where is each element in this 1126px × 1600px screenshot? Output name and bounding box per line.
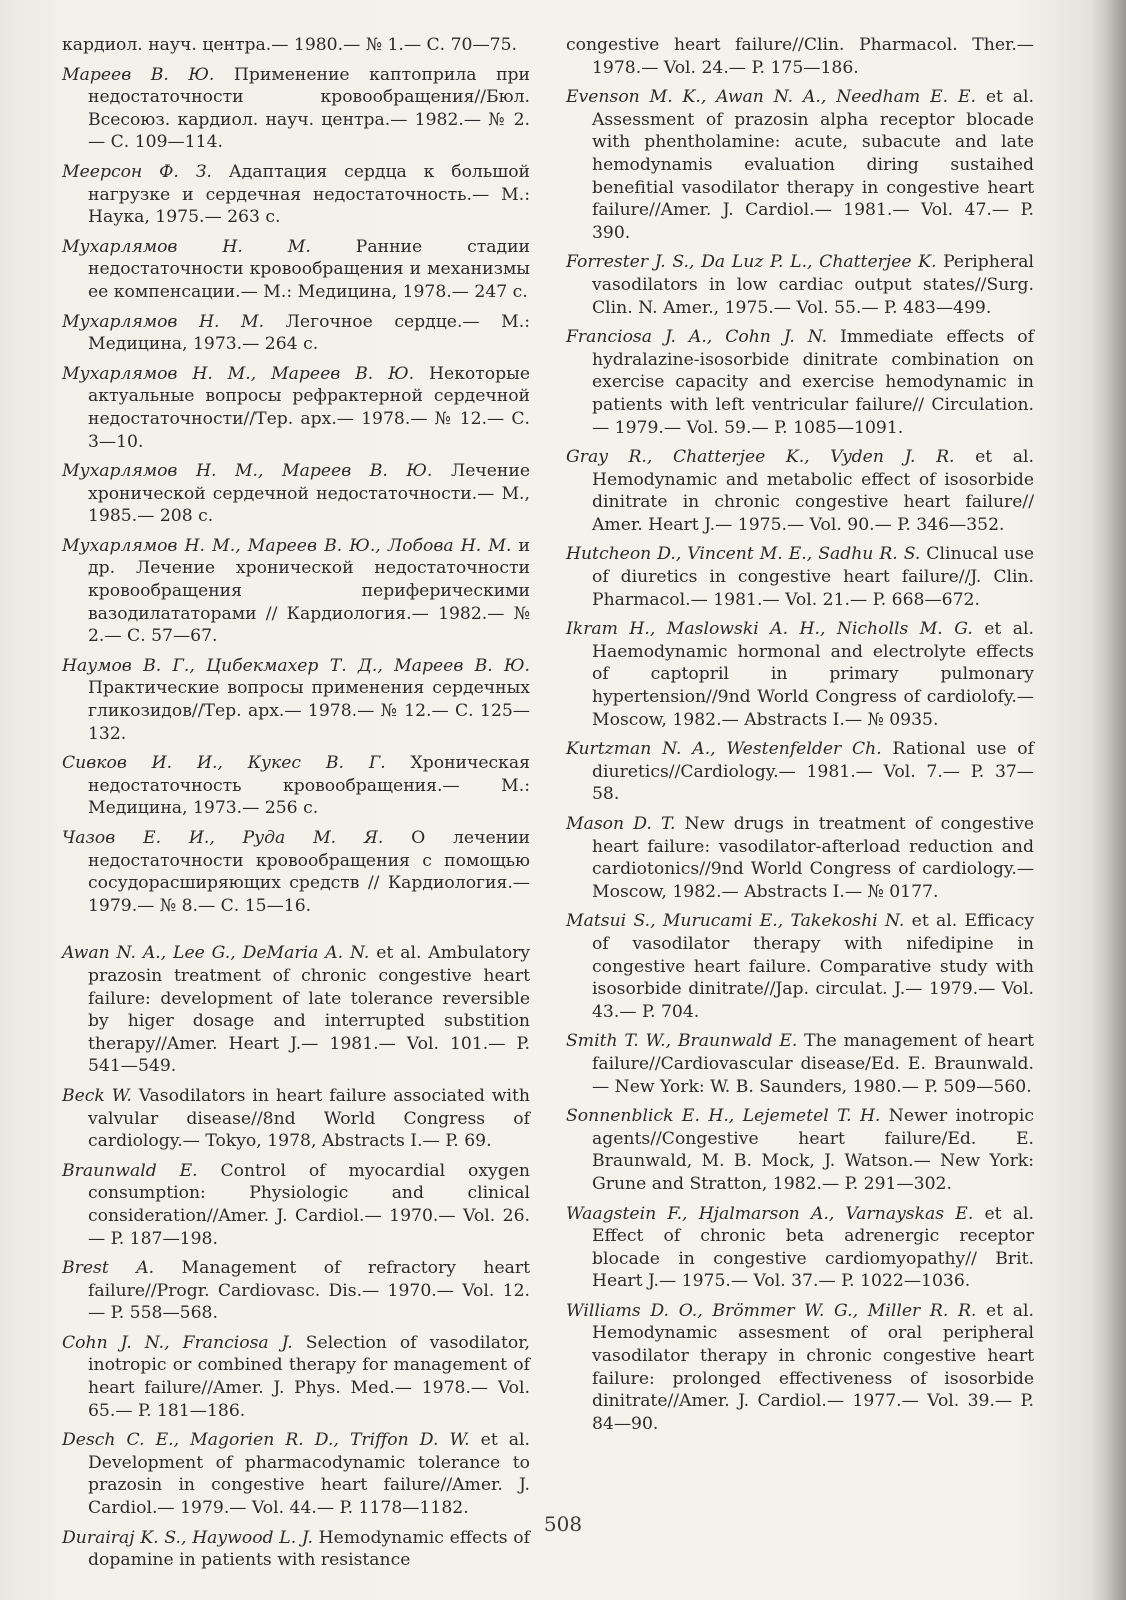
reference-text: et al. Hemodynamic and metabolic effect of isosorbide dinitrate in chronic congestive heart failure// Amer. Heart J.— 1975.— Vol. 90.— P. 346—352. <box>592 447 1034 535</box>
reference-text: Hemodynamic effects of dopamine in patients with resistance <box>88 1527 530 1571</box>
reference-entry <box>62 34 530 57</box>
section-gap <box>62 924 530 942</box>
reference-authors: Мареев В. Ю. <box>62 64 215 85</box>
reference-entry <box>62 1429 530 1519</box>
reference-entry <box>566 326 1034 439</box>
reference-authors: Мухарлямов Н. М. <box>62 236 311 257</box>
reference-authors: Kurtzman N. A., Westenfelder Ch. <box>566 739 882 760</box>
reference-text: Rational use of diuretics//Cardiology.— 1981.— Vol. 7.— P. 37—58. <box>592 739 1034 805</box>
reference-entry <box>566 86 1034 244</box>
reference-entry <box>566 251 1034 319</box>
reference-authors: Beck W. <box>62 1085 132 1106</box>
reference-text: Некоторые актуальные вопросы рефрактерной сердечной недостаточности//Тер. арх.— 1978.— № 12.— С. 3—10. <box>88 363 530 452</box>
reference-text: The management of heart failure//Cardiovascular disease/Ed. E. Braunwald.— New York: W. B. Saunders, 1980.— P. 509—560. <box>592 1031 1034 1097</box>
reference-authors: Сивков И. И., Кукес В. Г. <box>62 753 386 774</box>
page-number: 508 <box>543 1512 583 1536</box>
reference-authors: Durairaj K. S., Haywood L. J. <box>62 1527 313 1548</box>
reference-authors: Mason D. T. <box>566 814 676 834</box>
right-reference-column <box>566 34 1034 1442</box>
reference-entry <box>566 910 1034 1023</box>
reference-authors: Desch C. E., Magorien R. D., Triffon D. W. <box>62 1430 470 1451</box>
reference-entry <box>62 827 530 917</box>
reference-authors: Ikram H., Maslowski A. H., Nicholls M. G. <box>566 619 973 640</box>
reference-text: et al. Hemodynamic assesment of oral peripheral vasodilator therapy in chronic congestive heart failure: prolonged effectiveness of isosorbide dinitrate//Amer. J. Cardiol.— 1977.— Vol. 39.— P. 84—90. <box>592 1300 1034 1434</box>
reference-authors: Waagstein F., Hjalmarson A., Varnayskas E. <box>566 1203 974 1224</box>
reference-entry <box>62 752 530 820</box>
reference-authors: Мухарлямов Н. М., Мареев В. Ю. <box>62 461 433 482</box>
reference-text: et al. Development of pharmacodynamic tolerance to prazosin in congestive heart failure//Amer. J. Cardiol.— 1979.— Vol. 44.— P. 1178—1182. <box>88 1430 530 1519</box>
reference-entry <box>566 1203 1034 1293</box>
reference-text: кардиол. науч. центра.— 1980.— № 1.— С. 70—75. <box>62 35 517 55</box>
reference-entry <box>566 1300 1034 1436</box>
reference-text: и др. Лечение хронической недостаточности кровообращения периферическими вазодилататорами // Кардиология.— 1982.— № 2.— С. 57—67. <box>88 535 530 647</box>
reference-entry <box>62 64 530 154</box>
reference-text: Применение каптоприла при недостаточности кровообращения//Бюл. Всесоюз. кардиол. науч. центра.— 1982.— № 2.— С. 109—114. <box>88 64 530 153</box>
reference-text: Адаптация сердца к большой нагрузке и сердечная недостаточность.— М.: Наука, 1975.— 263 с. <box>88 161 530 228</box>
reference-entry <box>62 1257 530 1325</box>
reference-authors: Cohn J. N., Franciosa J. <box>62 1332 293 1353</box>
reference-text: Newer inotropic agents//Congestive heart failure/Ed. E. Braunwald, M. B. Mock, J. Watson.— New York: Grune and Stratton, 1982.— P. 291—302. <box>592 1106 1035 1194</box>
reference-authors: Чазов Е. И., Руда М. Я. <box>62 828 384 848</box>
reference-authors: Matsui S., Murucami E., Takekoshi N. <box>566 911 905 932</box>
reference-text: Ранние стадии недостаточности кровообращения и механизмы ее компенсации.— М.: Медицина, 1978.— 247 с. <box>88 236 530 302</box>
reference-text: Immediate effects of hydralazine-isosorbide dinitrate combination on exercise capacity and exercise hemodynamic in patients with left ventricular failure// Circulation.— 1979.— Vol. 59.— P. 1085—1091. <box>592 327 1034 438</box>
reference-text: Хроническая недостаточность кровообращения.— М.: Медицина, 1973.— 256 с. <box>88 753 530 819</box>
reference-text: New drugs in treatment of congestive heart failure: vasodilator-afterload reduction and cardiotonics//9nd World Congress of cardiology.— Moscow, 1982.— Abstracts I.— № 0177. <box>592 814 1034 902</box>
reference-authors: Sonnenblick E. H., Lejemetel T. H. <box>566 1106 881 1127</box>
reference-text: Selection of vasodilator, inotropic or combined therapy for management of heart failure//Amer. J. Phys. Med.— 1978.— Vol. 65.— P. 181—186. <box>88 1332 531 1421</box>
reference-authors: Forrester J. S., Da Luz P. L., Chatterjee K. <box>566 252 937 273</box>
reference-text: et al. Efficacy of vasodilator therapy with nifedipine in congestive heart failure. Comparative study with isosorbide dinitrate//Jap. circulat. J.— 1979.— Vol. 43.— P. 704. <box>592 911 1034 1022</box>
reference-entry <box>566 1030 1034 1098</box>
reference-entry <box>566 446 1034 536</box>
reference-text: О лечении недостаточности кровообращения с помощью сосудорасширяющих средств // Кардиология.— 1979.— № 8.— С. 15—16. <box>88 828 530 916</box>
reference-text: Лечение хронической сердечной недостаточности.— М., 1985.— 208 с. <box>88 461 530 527</box>
reference-authors: Brest A. <box>62 1258 155 1279</box>
reference-authors: Gray R., Chatterjee K., Vyden J. R. <box>566 447 955 468</box>
reference-text: Control of myocardial oxygen consumption: Physiologic and clinical consideration//Amer. J. Cardiol.— 1970.— Vol. 26.— P. 187—198. <box>88 1160 530 1249</box>
reference-authors: Мухарлямов Н. М., Мареев В. Ю. <box>62 363 415 384</box>
reference-text: Clinucal use of diuretics in congestive heart failure//J. Clin. Pharmacol.— 1981.— Vol. 21.— P. 668—672. <box>592 544 1034 610</box>
reference-authors: Williams D. O., Brömmer W. G., Miller R. R. <box>566 1300 977 1321</box>
reference-entry <box>566 1105 1034 1195</box>
reference-text: Management of refractory heart failure//Progr. Cardiovasc. Dis.— 1970.— Vol. 12.— P. 558—568. <box>88 1258 530 1324</box>
reference-entry <box>62 161 530 229</box>
reference-text: et al. Assessment of prazosin alpha receptor blocade with phentholamine: acute, subacute and late hemodynamis evaluation diring sustaihed benefitial vasodilator therapy in congestive heart failure//Amer. J. Cardiol.— 1981.— Vol. 47.— P. 390. <box>592 87 1034 243</box>
reference-entry <box>62 363 530 453</box>
reference-entry <box>62 942 530 1078</box>
left-reference-column <box>62 34 530 1579</box>
reference-text: Vasodilators in heart failure associated with valvular disease//8nd World Congress of cardiology.— Tokyo, 1978, Abstracts I.— P. 69. <box>88 1085 530 1152</box>
reference-authors: Меерсон Ф. З. <box>62 161 212 182</box>
reference-entry <box>62 460 530 528</box>
reference-text: et al. Effect of chronic beta adrenergic receptor blocade in congestive cardiomyopathy// Brit. Heart J.— 1975.— Vol. 37.— P. 1022—1036. <box>592 1203 1034 1292</box>
reference-authors: Franciosa J. A., Cohn J. N. <box>566 327 828 348</box>
reference-entry <box>62 655 530 745</box>
reference-entry <box>566 618 1034 731</box>
reference-entry <box>62 1085 530 1153</box>
reference-authors: Мухарлямов Н. М. <box>62 311 265 332</box>
reference-entry <box>566 543 1034 611</box>
reference-entry <box>62 1160 530 1250</box>
reference-entry <box>566 738 1034 806</box>
reference-entry <box>566 34 1034 79</box>
reference-text: Легочное сердце.— М.: Медицина, 1973.— 264 с. <box>88 311 530 355</box>
book-spine-shadow <box>1090 0 1126 1600</box>
reference-authors: Braunwald E. <box>62 1160 198 1181</box>
reference-entry <box>566 813 1034 903</box>
reference-entry <box>62 311 530 356</box>
reference-authors: Awan N. A., Lee G., DeMaria A. N. <box>62 943 370 964</box>
reference-text: et al. Ambulatory prazosin treatment of chronic congestive heart failure: development of late tolerance reversible by higer dosage and interrupted substition therapy//Amer. Heart J.— 1981.— Vol. 101.— P. 541—549. <box>88 943 530 1077</box>
reference-text: Практические вопросы применения сердечных гликозидов//Тер. арх.— 1978.— № 12.— С. 125—132. <box>88 678 530 744</box>
reference-entry <box>62 535 530 648</box>
reference-text: et al. Haemodynamic hormonal and electrolyte effects of captopril in primary pulmonary hypertension//9nd World Congress of cardiolofy.— Moscow, 1982.— Abstracts I.— № 0935. <box>592 619 1034 730</box>
reference-entry <box>62 236 530 304</box>
reference-authors: Наумов В. Г., Цибекмахер Т. Д., Мареев В. Ю. <box>62 655 530 676</box>
reference-entry <box>62 1332 530 1422</box>
reference-authors: Мухарлямов Н. М., Мареев В. Ю., Лобова Н. М. <box>62 535 512 556</box>
reference-authors: Evenson M. K., Awan N. A., Needham E. E. <box>566 87 976 108</box>
reference-authors: Smith T. W., Braunwald E. <box>566 1031 798 1052</box>
reference-text: congestive heart failure//Clin. Pharmacol. Ther.— 1978.— Vol. 24.— P. 175—186. <box>566 35 1034 78</box>
reference-text: Peripheral vasodilators in low cardiac output states//Surg. Clin. N. Amer., 1975.— Vol. 55.— P. 483—499. <box>592 252 1034 318</box>
reference-authors: Hutcheon D., Vincent M. E., Sadhu R. S. <box>566 544 921 565</box>
